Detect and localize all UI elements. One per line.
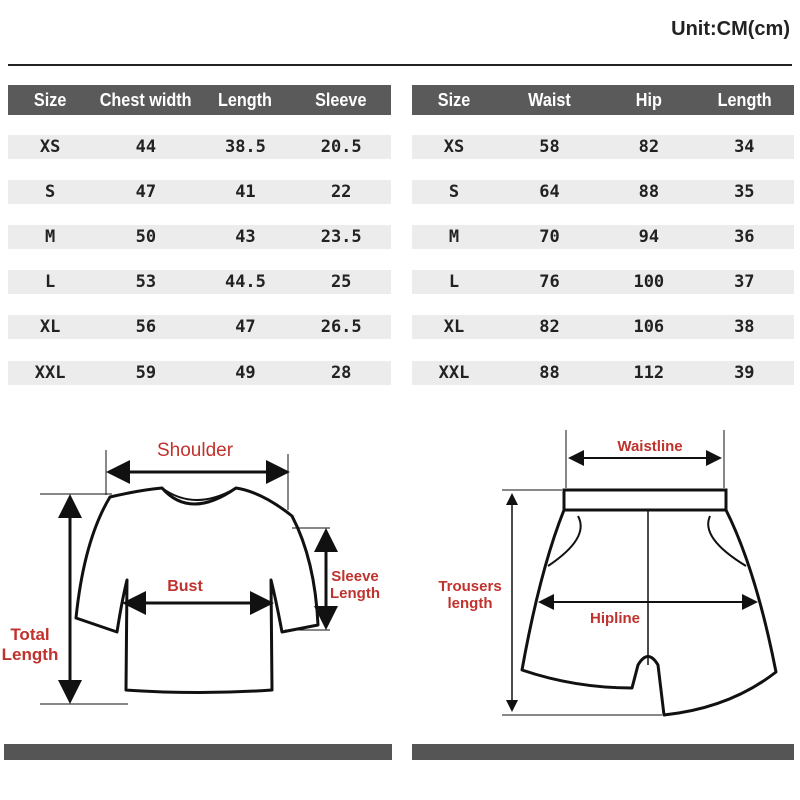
top-size-table [8, 85, 391, 383]
cell-length: 36 [734, 227, 755, 247]
cell-size: XL [443, 317, 465, 337]
cell-length: 49 [235, 363, 256, 383]
header-size: Size [33, 89, 67, 110]
trousers-length-label: Trousers length [438, 578, 502, 613]
cell-size: XL [39, 317, 61, 337]
cell-length: 39 [734, 363, 755, 383]
cell-size: S [448, 182, 460, 202]
table-row [8, 180, 391, 204]
hipline-label: Hipline [589, 610, 640, 627]
cell-hip: 88 [638, 182, 660, 202]
table-row [412, 361, 794, 385]
shorts-diagram [400, 420, 800, 730]
cell-size: L [448, 272, 460, 292]
cell-waist: 88 [539, 363, 560, 383]
cell-hip: 112 [633, 363, 665, 383]
table-header [8, 85, 391, 115]
cell-length: 38.5 [224, 137, 266, 157]
cell-length: 38 [734, 317, 755, 337]
shirt-diagram [0, 420, 400, 730]
cell-sleeve: 20.5 [320, 137, 362, 157]
table-row [8, 315, 391, 339]
cell-waist: 64 [539, 182, 560, 202]
header-size: Size [437, 89, 471, 110]
cell-length: 43 [235, 227, 256, 247]
cell-length: 35 [734, 182, 755, 202]
shoulder-label: Shoulder [156, 440, 234, 461]
cell-size: XS [39, 137, 61, 157]
header-waist: Waist [528, 89, 571, 110]
header-length: Length [218, 89, 273, 110]
waistline-label: Waistline [617, 438, 683, 455]
table-row [412, 315, 794, 339]
cell-sleeve: 26.5 [320, 317, 362, 337]
cell-size: L [45, 272, 56, 292]
waistband [564, 490, 726, 510]
cell-sleeve: 23.5 [320, 227, 362, 247]
cell-length: 41 [235, 182, 256, 202]
top-divider [8, 64, 792, 66]
bottom-size-table [412, 85, 794, 383]
table-row [8, 135, 391, 159]
cell-chest: 50 [135, 227, 157, 247]
footer-bar-right [412, 744, 794, 760]
cell-length: 34 [734, 137, 755, 157]
cell-sleeve: 25 [330, 272, 352, 292]
header-sleeve: Sleeve [315, 89, 367, 110]
cell-chest: 53 [135, 272, 157, 292]
cell-size: XS [443, 137, 465, 157]
table-row [8, 361, 391, 385]
cell-waist: 70 [539, 227, 560, 247]
shorts-illustration [400, 420, 800, 730]
table-header [412, 85, 794, 115]
cell-size: XXL [34, 363, 66, 383]
cell-size: S [45, 182, 56, 202]
cell-chest: 59 [135, 363, 157, 383]
total-length-label: Total Length [1, 625, 59, 664]
header-length: Length [717, 89, 772, 110]
cell-chest: 56 [135, 317, 157, 337]
cell-hip: 106 [633, 317, 665, 337]
table-row [412, 270, 794, 294]
cell-sleeve: 22 [330, 182, 352, 202]
cell-waist: 76 [539, 272, 560, 292]
header-chest-width: Chest width [99, 89, 192, 110]
table-row [412, 180, 794, 204]
cell-waist: 82 [539, 317, 560, 337]
bust-label: Bust [167, 578, 203, 595]
cell-hip: 100 [633, 272, 665, 292]
cell-hip: 82 [638, 137, 660, 157]
cell-chest: 44 [135, 137, 157, 157]
cell-size: XXL [438, 363, 470, 383]
cell-hip: 94 [638, 227, 660, 247]
footer-bar-left [4, 744, 392, 760]
cell-length: 47 [235, 317, 256, 337]
cell-size: M [448, 227, 460, 247]
sleeve-length-label: Sleeve Length [330, 568, 380, 603]
table-row [412, 225, 794, 249]
header-hip: Hip [635, 89, 662, 110]
cell-size: M [45, 227, 56, 247]
cell-waist: 58 [539, 137, 560, 157]
cell-sleeve: 28 [330, 363, 352, 383]
cell-chest: 47 [135, 182, 157, 202]
table-row [412, 135, 794, 159]
cell-length: 44.5 [224, 272, 266, 292]
table-row [8, 270, 391, 294]
unit-label: Unit:CM(cm) [671, 18, 790, 40]
cell-length: 37 [734, 272, 755, 292]
table-row [8, 225, 391, 249]
